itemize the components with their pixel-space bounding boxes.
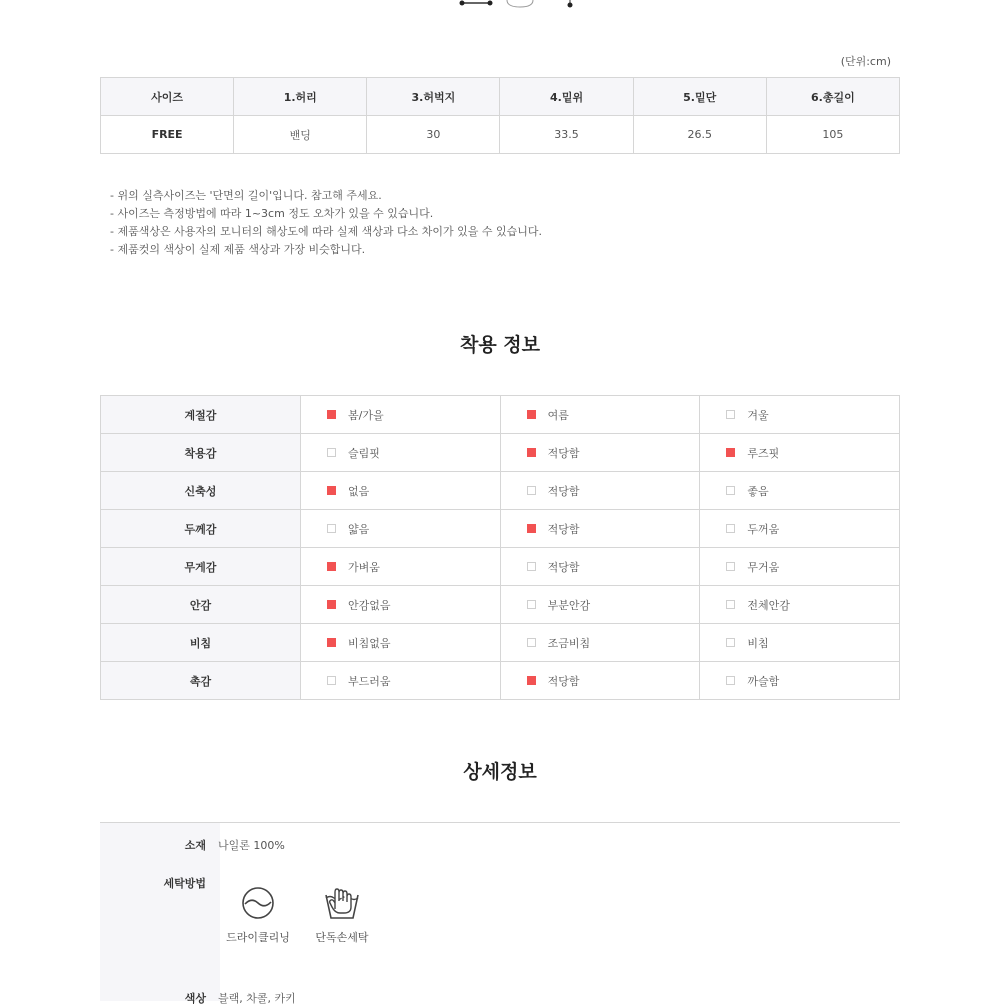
checked-box-icon [726,448,735,457]
color-label: 색상 [184,992,206,1005]
checked-box-icon [527,410,536,419]
table-row [101,586,900,624]
wear-option [700,483,899,499]
wear-option-cell [301,396,501,434]
wear-option-cell [301,662,501,700]
wash-item-label: 단독손세탁 [315,931,369,944]
material-value: 나일론 100% [218,839,285,852]
wear-option-cell [301,548,501,586]
unchecked-box-icon [726,676,735,685]
wear-option-label: 여름 [547,408,569,422]
wear-option [501,407,700,423]
wash-item-dry-cleaning [218,885,298,945]
measurement-illustration [0,0,1000,14]
color-value: 블랙, 차콜, 카키 [218,992,296,1005]
wear-option-cell [500,548,700,586]
wear-option [301,407,500,423]
material-label: 소재 [184,839,206,852]
wear-option [301,483,500,499]
table-row [101,434,900,472]
dry-cleaning-icon [240,885,276,921]
wear-option-label: 부분안감 [547,598,591,612]
wear-option [700,559,899,575]
wear-option-cell [301,434,501,472]
wear-option-label: 적당함 [547,560,580,574]
wear-option-label: 얇음 [348,522,370,536]
wear-option [700,521,899,537]
wear-option-cell [700,662,900,700]
wear-row-label: 계절감 [101,396,301,434]
table-row [101,396,900,434]
checked-box-icon [327,410,336,419]
unchecked-box-icon [527,600,536,609]
checked-box-icon [527,524,536,533]
wear-option [700,407,899,423]
wear-option [301,559,500,575]
wear-option-label: 좋음 [747,484,769,498]
wear-option-label: 봄/가을 [348,408,384,422]
wear-option [501,559,700,575]
unchecked-box-icon [527,562,536,571]
wear-option-cell [500,472,700,510]
size-cell: 26.5 [633,116,766,154]
table-row [101,472,900,510]
table-row [101,624,900,662]
wear-option-cell [301,510,501,548]
wear-option [301,445,500,461]
wear-option-cell [500,624,700,662]
detail-info [100,822,900,1005]
wear-option-label: 무거움 [747,560,780,574]
wear-option-cell [700,472,900,510]
size-table [100,77,900,154]
wear-row-label: 비침 [101,624,301,662]
size-cell: 33.5 [500,116,633,154]
wash-item-hand-wash [302,885,382,945]
size-cell: 밴딩 [234,116,367,154]
wash-label: 세탁방법 [163,877,206,890]
unchecked-box-icon [527,638,536,647]
wear-option [501,445,700,461]
wear-option-cell [700,548,900,586]
wear-option [700,445,899,461]
table-row [101,662,900,700]
wear-option-label: 조금비침 [547,636,591,650]
wear-option-cell [500,510,700,548]
wear-option-cell [700,396,900,434]
wear-option [301,673,500,689]
wear-option-label: 없음 [348,484,370,498]
wear-option-label: 비침 [747,636,769,650]
wear-option [301,635,500,651]
wear-info-table [100,395,900,700]
wear-option-cell [700,434,900,472]
wear-option-cell [700,510,900,548]
wear-option-label: 적당함 [547,484,580,498]
table-row [101,548,900,586]
unchecked-box-icon [726,600,735,609]
note-item: - 사이즈는 측정방법에 따라 1~3cm 정도 오차가 있을 수 있습니다. [110,207,434,220]
wear-option [501,597,700,613]
wear-option [700,597,899,613]
wear-option-cell [500,396,700,434]
wear-option [700,673,899,689]
checked-box-icon [327,600,336,609]
wear-option-cell [500,662,700,700]
wear-option-label: 비침없음 [348,636,391,650]
wear-row-label: 신축성 [101,472,301,510]
unit-note: (단위:cm) [840,55,891,68]
size-header-cell: 4.밑위 [500,78,633,116]
detail-info-title: 상세정보 [463,761,537,783]
wear-option-cell [301,586,501,624]
size-header-cell: 5.밑단 [633,78,766,116]
wear-option-label: 슬림핏 [348,446,380,460]
unchecked-box-icon [726,638,735,647]
checked-box-icon [327,638,336,647]
wear-option-cell [700,624,900,662]
wear-option-label: 적당함 [547,674,580,688]
wear-option-label: 적당함 [547,522,580,536]
wear-option [501,635,700,651]
unchecked-box-icon [726,486,735,495]
checked-box-icon [327,486,336,495]
note-item: - 위의 실측사이즈는 '단면의 길이'입니다. 참고해 주세요. [110,189,382,202]
hand-wash-icon [322,885,362,921]
unchecked-box-icon [327,448,336,457]
size-header-cell: 6.총길이 [766,78,899,116]
size-cell: 30 [367,116,500,154]
wear-option-cell [500,434,700,472]
size-notes [110,187,542,259]
wear-option-label: 까슬함 [747,674,780,688]
wear-option-label: 루즈핏 [747,446,780,460]
wash-item-label: 드라이클리닝 [226,931,290,944]
note-item: - 제품색상은 사용자의 모니터의 해상도에 따라 실제 색상과 다소 차이가 있을 수 있습니다. [110,225,542,238]
wear-option-label: 두꺼움 [747,522,780,536]
wear-row-label: 두께감 [101,510,301,548]
size-header-cell: 3.허벅지 [367,78,500,116]
table-row [101,116,900,154]
wear-option [301,597,500,613]
unchecked-box-icon [726,562,735,571]
size-header-cell: 1.허리 [234,78,367,116]
size-cell: FREE [101,116,234,154]
wear-option-label: 적당함 [547,446,580,460]
checked-box-icon [327,562,336,571]
size-header-row [101,78,900,116]
wear-option-cell [301,624,501,662]
wear-option-label: 가벼움 [348,560,380,574]
wear-option-cell [301,472,501,510]
wear-row-label: 안감 [101,586,301,624]
wear-info-title: 착용 정보 [459,334,541,356]
unchecked-box-icon [327,676,336,685]
wear-option-cell [500,586,700,624]
unchecked-box-icon [327,524,336,533]
wear-option [501,521,700,537]
note-item: - 제품컷의 색상이 실제 제품 색상과 가장 비슷합니다. [110,243,366,256]
size-cell: 105 [766,116,899,154]
wear-option [501,483,700,499]
checked-box-icon [527,448,536,457]
wear-option [301,521,500,537]
checked-box-icon [527,676,536,685]
size-header-cell: 사이즈 [101,78,234,116]
wear-option [700,635,899,651]
unchecked-box-icon [726,524,735,533]
wear-option-label: 겨울 [747,408,769,422]
table-row [101,510,900,548]
wear-option-cell [700,586,900,624]
unchecked-box-icon [527,486,536,495]
wear-option-label: 안감없음 [348,598,391,612]
wear-option-label: 전체안감 [747,598,790,612]
wear-row-label: 무게감 [101,548,301,586]
unchecked-box-icon [726,410,735,419]
wear-option-label: 부드러움 [348,674,391,688]
wear-row-label: 착용감 [101,434,301,472]
wear-option [501,673,700,689]
wear-row-label: 촉감 [101,662,301,700]
